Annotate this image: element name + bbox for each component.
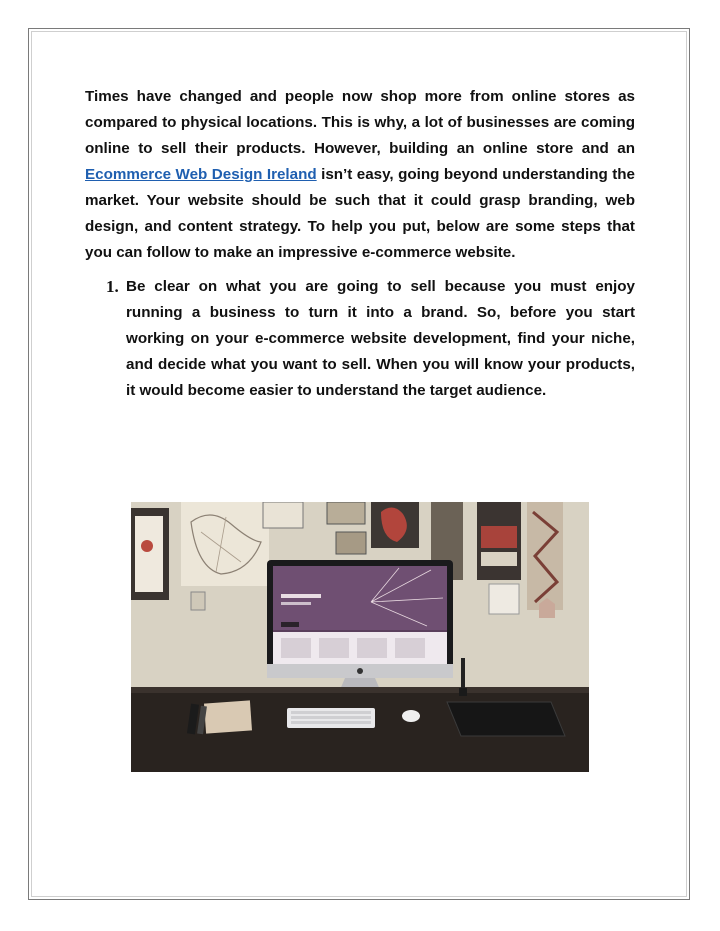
ecommerce-web-design-link[interactable]: Ecommerce Web Design Ireland [85, 166, 317, 183]
workspace-illustration [131, 502, 589, 772]
step-text: Be clear on what you are going to sell because you must enjoy running a business to turn it into a brand. So, before you start working on your e-commerce website development, find your niche, and decide what you want to sell. When you will know your products, it would become easier to understand the target audience. [126, 278, 635, 399]
intro-text-before-link: Times have changed and people now shop more from online stores as compared to physical locations. This is why, a lot of businesses are coming online to sell their products. However, building an online store and an [85, 88, 635, 157]
intro-paragraph [85, 84, 635, 266]
step-number: 1. [106, 277, 119, 296]
document-body [85, 84, 635, 404]
steps-list [85, 274, 635, 404]
list-item [85, 274, 635, 404]
intro-text-after-link: isn’t easy, going beyond understanding the market. Your website should be such that it could grasp branding, web design, and content strategy. To help you put, below are some steps that you can follow to make an impressive e-commerce website. [85, 166, 635, 261]
desk-workspace-photo [131, 502, 589, 772]
